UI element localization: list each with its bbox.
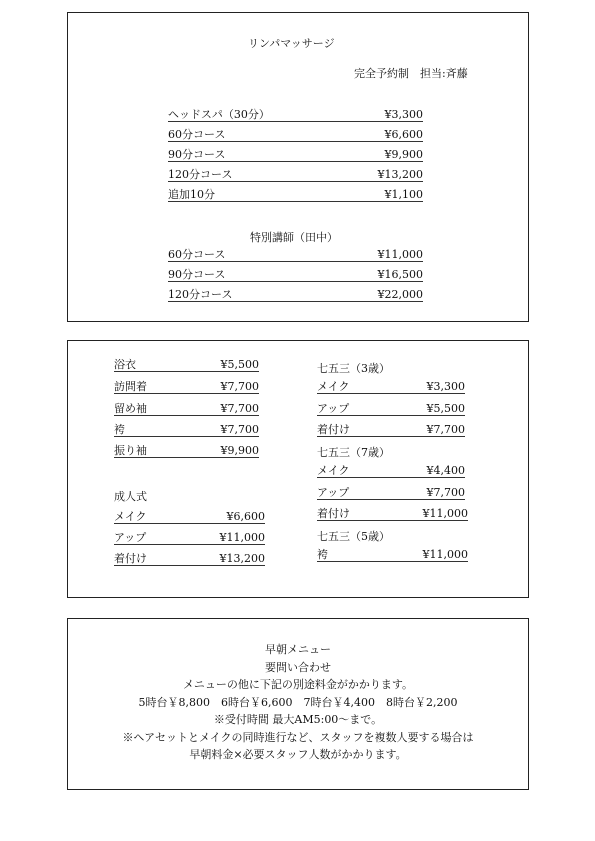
- price-row: [168, 127, 423, 142]
- hourly-fees: 5時台￥8,800 6時台￥6,600 7時台￥4,400 8時台￥2,200: [138, 695, 458, 709]
- item-label: メイク: [317, 380, 350, 393]
- item-price: ¥7,700: [220, 423, 259, 436]
- price-row: [114, 509, 265, 524]
- item-price: ¥6,600: [384, 128, 423, 141]
- item-price: ¥5,500: [426, 402, 465, 415]
- price-row: [317, 485, 465, 500]
- item-label: ヘッドスパ（30分）: [168, 108, 270, 121]
- item-price: ¥6,600: [226, 510, 265, 523]
- price-row: [317, 422, 465, 437]
- item-label: メイク: [317, 464, 350, 477]
- inquiry-note: 要問い合わせ: [265, 660, 331, 674]
- price-row: [114, 357, 259, 372]
- item-price: ¥11,000: [219, 531, 265, 544]
- price-row: [114, 551, 265, 566]
- item-label: アップ: [317, 402, 350, 415]
- item-label: 訪問着: [114, 380, 147, 393]
- item-label: 90分コース: [168, 268, 226, 281]
- price-row: [114, 443, 259, 458]
- reservation-note: 完全予約制 担当:斉藤: [354, 67, 468, 80]
- reception-hours-note: ※受付時間 最大AM5:00～まで。: [213, 713, 383, 726]
- price-row: [168, 287, 423, 302]
- item-label: 着付け: [317, 507, 350, 520]
- item-price: ¥9,900: [220, 444, 259, 457]
- extra-fee-note: メニューの他に下記の別途料金がかかります。: [182, 678, 414, 691]
- item-price: ¥4,400: [426, 464, 465, 477]
- item-price: ¥11,000: [422, 507, 468, 520]
- item-label: 120分コース: [168, 288, 233, 301]
- item-price: ¥13,200: [377, 168, 423, 181]
- price-row: [168, 167, 423, 182]
- item-price: ¥7,700: [220, 402, 259, 415]
- early-morning-section: [67, 618, 529, 790]
- price-row: [317, 401, 465, 416]
- shichigosan-5-heading: 七五三（5歳）: [317, 530, 390, 543]
- item-label: 追加10分: [168, 188, 215, 201]
- item-label: 120分コース: [168, 168, 233, 181]
- seijin-heading: 成人式: [114, 490, 147, 503]
- price-row: [114, 379, 259, 394]
- kimono-section: [67, 340, 529, 598]
- price-row: [114, 401, 259, 416]
- multi-staff-note: ※ヘアセットとメイクの同時進行など、スタッフを複数人要する場合は: [122, 730, 474, 744]
- item-label: 着付け: [114, 552, 147, 565]
- early-menu-title: 早朝メニュー: [265, 643, 331, 656]
- item-price: ¥13,200: [219, 552, 265, 565]
- item-label: アップ: [114, 531, 147, 544]
- item-label: 90分コース: [168, 148, 226, 161]
- price-row: [317, 379, 465, 394]
- item-label: 振り袖: [114, 444, 147, 457]
- item-label: 60分コース: [168, 248, 226, 261]
- lymph-massage-section: [67, 12, 529, 322]
- lymph-title: リンパマッサージ: [248, 37, 335, 50]
- price-row: [168, 147, 423, 162]
- multi-staff-fee-note: 早朝料金×必要スタッフ人数がかかります。: [189, 748, 407, 761]
- item-label: 浴衣: [114, 358, 136, 371]
- item-price: ¥22,000: [377, 288, 423, 301]
- item-label: アップ: [317, 486, 350, 499]
- item-label: メイク: [114, 510, 147, 523]
- item-price: ¥3,300: [384, 108, 423, 121]
- price-row: [317, 463, 465, 478]
- price-row: [114, 422, 259, 437]
- item-price: ¥16,500: [377, 268, 423, 281]
- item-label: 留め袖: [114, 402, 147, 415]
- price-row: [317, 506, 468, 521]
- item-price: ¥7,700: [426, 486, 465, 499]
- price-row: [114, 530, 265, 545]
- item-label: 60分コース: [168, 128, 226, 141]
- special-instructor-heading: 特別講師（田中）: [250, 231, 338, 244]
- item-label: 袴: [317, 548, 328, 561]
- item-price: ¥1,100: [384, 188, 423, 201]
- item-label: 袴: [114, 423, 125, 436]
- price-row: [168, 267, 423, 282]
- price-row: [317, 547, 468, 562]
- price-row: [168, 107, 423, 122]
- item-price: ¥7,700: [426, 423, 465, 436]
- item-label: 着付け: [317, 423, 350, 436]
- price-row: [168, 247, 423, 262]
- item-price: ¥11,000: [377, 248, 423, 261]
- item-price: ¥11,000: [422, 548, 468, 561]
- price-row: [168, 187, 423, 202]
- item-price: ¥3,300: [426, 380, 465, 393]
- item-price: ¥7,700: [220, 380, 259, 393]
- item-price: ¥5,500: [220, 358, 259, 371]
- early-morning-notes: [68, 641, 528, 764]
- shichigosan-3-heading: 七五三（3歳）: [317, 362, 390, 375]
- item-price: ¥9,900: [384, 148, 423, 161]
- shichigosan-7-heading: 七五三（7歳）: [317, 446, 390, 459]
